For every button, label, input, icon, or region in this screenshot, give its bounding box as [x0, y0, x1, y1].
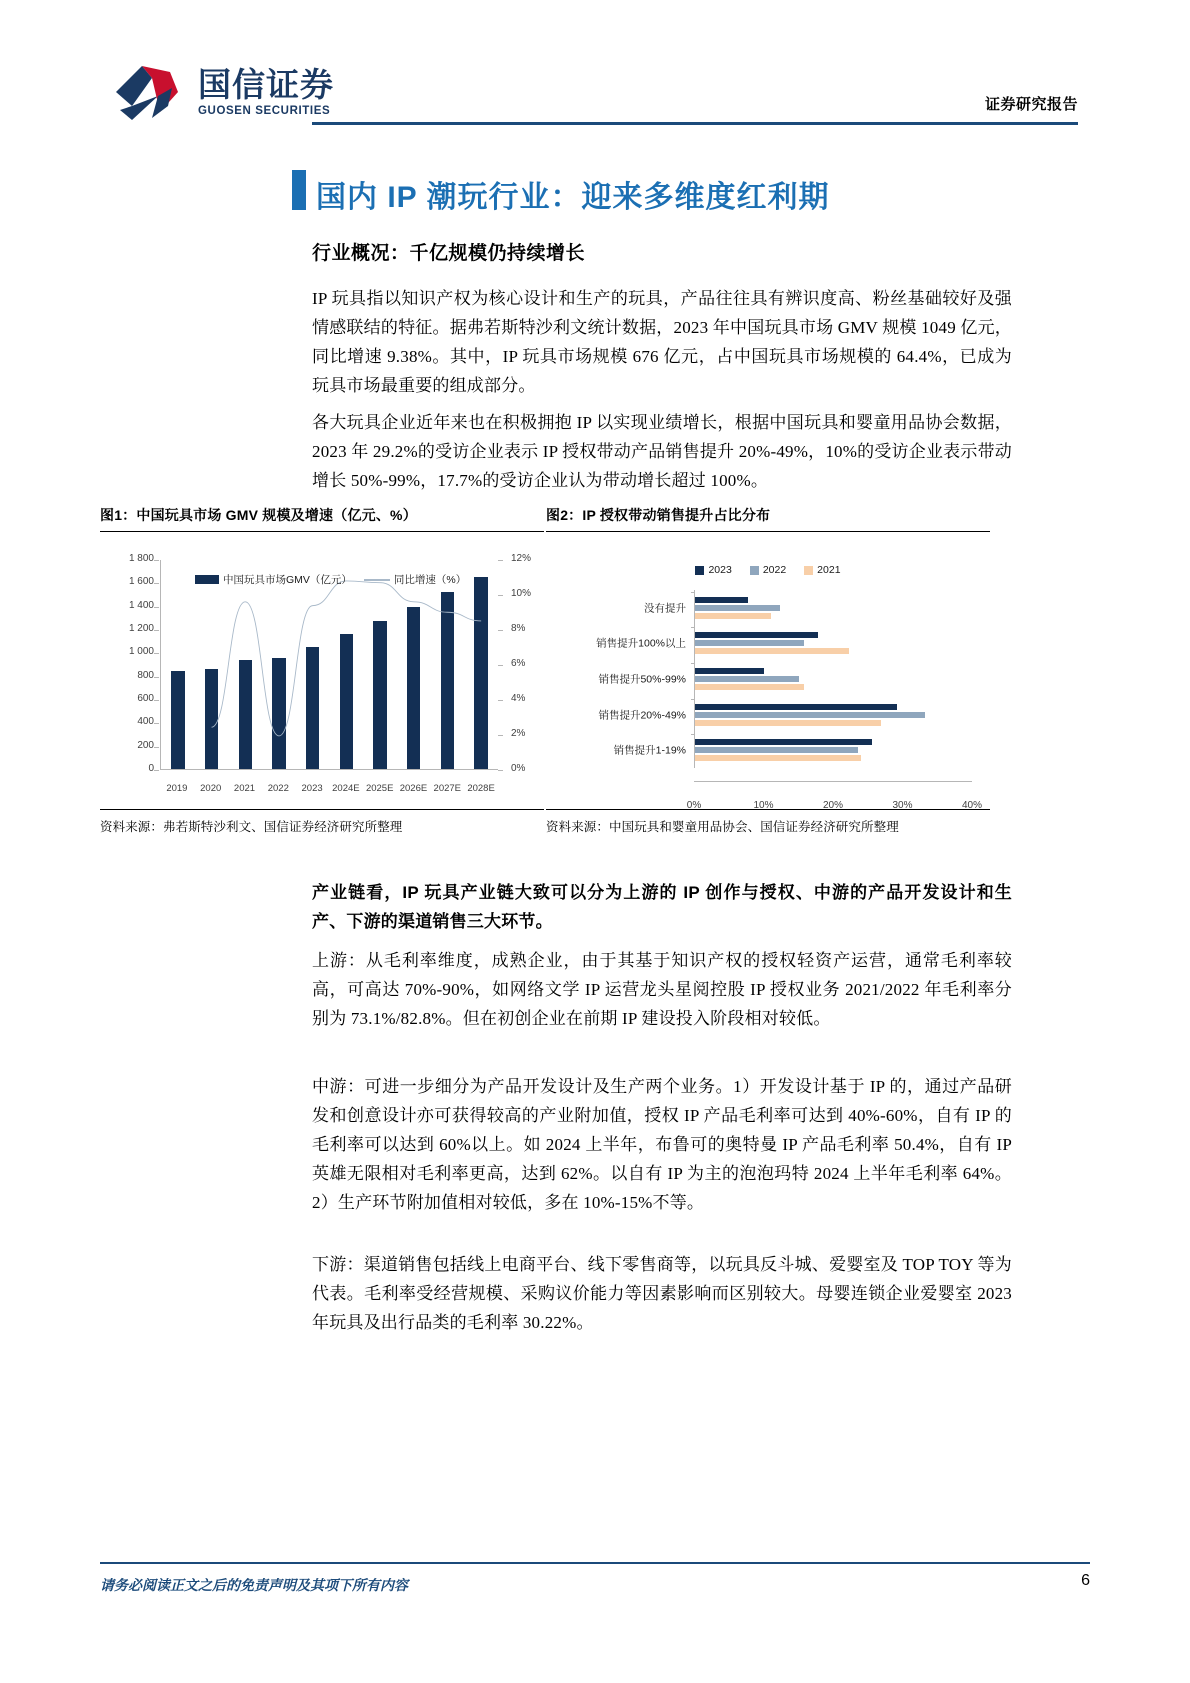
chart-uplift-tickmark	[691, 627, 695, 628]
chart-uplift-legend	[546, 564, 990, 576]
chart-uplift-groups	[596, 590, 972, 768]
figure-1-body	[100, 532, 544, 809]
chart-uplift-tickmark	[691, 592, 695, 593]
figure-1-caption: 图1：中国玩具市场 GMV 规模及增速（亿元、%）	[100, 507, 417, 523]
chart-gmv-y-tickmark	[154, 747, 159, 748]
chart-uplift-bar	[695, 632, 818, 638]
chart-uplift	[546, 546, 990, 811]
chart-uplift-group	[598, 663, 972, 695]
chart-uplift-bar	[695, 712, 925, 718]
chart-uplift-legend-item	[695, 564, 731, 576]
chart-gmv-y-tick: 200	[137, 739, 154, 751]
figure-1	[100, 505, 544, 835]
legend-swatch	[750, 566, 759, 575]
chart-uplift-bar	[695, 640, 804, 646]
chart-uplift-tickmark	[691, 699, 695, 700]
chart-gmv-legend-line	[364, 572, 466, 587]
chart-gmv-y-tickmark	[154, 653, 159, 654]
legend-swatch	[195, 575, 219, 584]
chart-uplift-bar	[695, 597, 748, 603]
chart-uplift-category-label: 没有提升	[644, 602, 686, 615]
chart-uplift-bar	[695, 613, 771, 619]
chart-uplift-group	[613, 734, 972, 766]
figure-1-source: 资料来源：弗若斯特沙利文、国信证券经济研究所整理	[100, 809, 544, 835]
chart-gmv-y-tick: 1 400	[128, 599, 154, 611]
chart-gmv-y2-tick: 12%	[511, 553, 532, 564]
chart-gmv-legend-bar	[195, 572, 352, 587]
chart-uplift-bar	[695, 668, 764, 674]
chart-uplift-x-label: 40%	[961, 800, 983, 811]
chart-gmv-y2-tickmark	[498, 630, 503, 631]
paragraph-3: 产业链看，IP 玩具产业链大致可以分为上游的 IP 创作与授权、中游的产品开发设计和生产、下游的渠道销售三大环节。	[312, 883, 1012, 931]
chart-uplift-group	[644, 592, 972, 624]
chart-uplift-tickmark	[691, 663, 695, 664]
legend-swatch	[804, 566, 813, 575]
chart-gmv-y2-tick: 8%	[511, 623, 526, 634]
chart-gmv-y2-tick: 0%	[511, 763, 526, 774]
chart-gmv-x-label: 2022	[267, 783, 289, 794]
chart-gmv-y2-tickmark	[498, 735, 503, 736]
header-divider	[312, 122, 1078, 125]
chart-uplift-legend-item	[804, 564, 840, 576]
legend-label: 2023	[708, 564, 732, 576]
chart-uplift-group	[598, 699, 972, 731]
chart-gmv-y-tickmark	[154, 700, 159, 701]
chart-gmv-y-tick: 1 000	[128, 646, 154, 658]
brand-logo	[112, 62, 334, 124]
chart-uplift-bar	[695, 739, 872, 745]
legend-label: 2021	[817, 564, 841, 576]
section-heading: 行业概况：千亿规模仍持续增长	[312, 243, 586, 264]
chart-gmv-y-tickmark	[154, 723, 159, 724]
chart-uplift-tickmark	[691, 734, 695, 735]
chart-gmv-y2-tickmark	[498, 665, 503, 666]
chart-uplift-x-label: 10%	[753, 800, 774, 811]
title-accent-bar	[292, 170, 306, 210]
chart-uplift-bar	[695, 755, 861, 761]
chart-gmv-x-label: 2021	[233, 783, 256, 794]
paragraph-6: 下游：渠道销售包括线上电商平台、线下零售商等，以玩具反斗城、爱婴室及 TOP TOY 等为代表。毛利率受经营规模、采购议价能力等因素影响而区别较大。母婴连锁企业爱婴室 2023 年玩具及出行品类的毛利率 30.22%。	[312, 1255, 1012, 1332]
legend-label: 2022	[762, 564, 787, 576]
chart-gmv-y2-tick: 2%	[511, 728, 526, 739]
chart-gmv-y2-tickmark	[498, 770, 503, 771]
chart-uplift-bar	[695, 720, 881, 726]
chart-gmv-y-tickmark	[154, 630, 159, 631]
chart-gmv-x-label: 2025E	[365, 783, 394, 794]
chart-uplift-legend-item	[750, 564, 786, 576]
page-number: 6	[1081, 1572, 1090, 1589]
chart-gmv-plot	[160, 560, 498, 770]
chart-gmv-x-label: 2023	[301, 783, 323, 794]
chart-uplift-category-label: 销售提升20%-49%	[598, 709, 686, 722]
chart-gmv-x-label: 2019	[166, 783, 188, 794]
chart-uplift-category-label: 销售提升100%以上	[596, 637, 686, 650]
chart-uplift-category-label: 销售提升1-19%	[613, 744, 686, 757]
legend-line-swatch	[364, 579, 390, 581]
chart-gmv-x-label: 2024E	[332, 783, 360, 794]
paragraph-5: 中游：可进一步细分为产品开发设计及生产两个业务。1）开发设计基于 IP 的，通过产品研发和创意设计亦可获得较高的产业附加值，授权 IP 产品毛利率可达到 40%-60%，自有 IP 的毛利率可以达到 60%以上。如 2024 上半年，布鲁可的奥特曼 IP 产品毛利率 50.4%，自有 IP 英雄无限相对毛利率更高，达到 62%。以自有 IP 为主的泡泡玛特 2024 上半年毛利率 64%。2）生产环节附加值相对较低，多在 10%-15%不等。	[312, 1077, 1012, 1212]
chart-gmv-y2-tickmark	[498, 700, 503, 701]
paragraph-2: 各大玩具企业近年来也在积极拥抱 IP 以实现业绩增长，根据中国玩具和婴童用品协会数据，2023 年 29.2%的受访企业表示 IP 授权带动产品销售提升 20%-49%，10%的受访企业表示带动增长 50%-99%，17.7%的受访企业认为带动增长超过 100%。	[312, 413, 1012, 490]
chart-uplift-x-label: 30%	[892, 800, 913, 811]
legend-label: 中国玩具市场GMV（亿元）	[223, 574, 352, 586]
page-title: 国内 IP 潮玩行业：迎来多维度红利期	[316, 181, 830, 214]
chart-gmv-x-label: 2027E	[433, 783, 462, 794]
guosen-logo-icon	[112, 62, 188, 124]
chart-gmv-x-label: 2028E	[467, 783, 495, 794]
chart-gmv-x-label: 2020	[200, 783, 222, 794]
chart-uplift-category-label: 销售提升50%-99%	[598, 673, 686, 686]
chart-uplift-plot	[596, 590, 972, 768]
chart-uplift-group	[596, 627, 972, 659]
chart-gmv	[100, 546, 544, 808]
chart-gmv-y2-tick: 10%	[511, 588, 532, 599]
chart-gmv-y2-tickmark	[498, 560, 503, 561]
figure-2-source: 资料来源：中国玩具和婴童用品协会、国信证券经济研究所整理	[546, 809, 990, 835]
paragraph-1: IP 玩具指以知识产权为核心设计和生产的玩具，产品往往具有辨识度高、粉丝基础较好及强情感联结的特征。据弗若斯特沙利文统计数据，2023 年中国玩具市场 GMV 规模 1049 亿元，同比增速 9.38%。其中，IP 玩具市场规模 676 亿元，占中国玩具市场规模的 64.4%，已成为玩具市场最重要的组成部分。	[312, 289, 1012, 395]
chart-gmv-y-tickmark	[154, 770, 159, 771]
chart-gmv-y-tickmark	[154, 677, 159, 678]
chart-uplift-bar	[695, 704, 897, 710]
paragraph-4: 上游：从毛利率维度，成熟企业，由于其基于知识产权的授权轻资产运营，通常毛利率较高，可高达 70%-90%，如网络文学 IP 运营龙头星阅控股 IP 授权业务 2021/2022 年毛利率分别为 73.1%/82.8%。但在初创企业在前期 IP 建设投入阶段相对较低。	[312, 951, 1012, 1028]
chart-gmv-y2-tick: 6%	[511, 658, 526, 669]
legend-swatch	[695, 566, 704, 575]
figure-2-body	[546, 532, 990, 809]
footer-disclaimer: 请务必阅读正文之后的免责声明及其项下所有内容	[100, 1577, 408, 1593]
figure-2-caption: 图2：IP 授权带动销售提升占比分布	[546, 507, 771, 523]
logo-text-cn: 国信证券	[198, 66, 334, 104]
chart-gmv-y-tick: 600	[137, 693, 154, 704]
chart-uplift-bar	[695, 684, 804, 690]
chart-gmv-y-tick: 1 200	[128, 623, 154, 634]
logo-text-en: GUOSEN SECURITIES	[198, 105, 331, 118]
legend-label: 同比增速（%）	[393, 574, 467, 586]
chart-gmv-legend	[195, 572, 466, 587]
chart-uplift-x-label: 0%	[686, 800, 702, 811]
chart-gmv-y-tickmark	[154, 583, 159, 584]
page-header	[0, 0, 1190, 150]
chart-gmv-x-labels	[160, 783, 498, 794]
chart-uplift-bar	[695, 747, 858, 753]
chart-uplift-x-label: 20%	[822, 800, 844, 811]
chart-gmv-y-tickmark	[154, 560, 159, 561]
chart-gmv-growth-line	[161, 560, 498, 769]
chart-uplift-x-axis	[694, 781, 972, 782]
chart-uplift-bar	[695, 648, 849, 654]
chart-gmv-y-tick: 0	[148, 763, 154, 774]
report-type-label: 证券研究报告	[984, 96, 1078, 113]
chart-uplift-bar	[695, 605, 780, 611]
chart-gmv-y-tickmark	[154, 607, 159, 608]
footer-divider	[100, 1562, 1090, 1564]
chart-gmv-y-tick: 800	[137, 669, 154, 681]
chart-gmv-y2-tick: 4%	[511, 693, 526, 704]
chart-gmv-y2-tickmark	[498, 595, 503, 596]
chart-gmv-y-tick: 400	[137, 716, 154, 728]
chart-gmv-y-tick: 1 800	[128, 553, 154, 564]
chart-uplift-bar	[695, 676, 799, 682]
figure-2	[546, 505, 990, 835]
chart-gmv-y-tick: 1 600	[128, 576, 154, 588]
chart-gmv-x-label: 2026E	[399, 783, 428, 794]
